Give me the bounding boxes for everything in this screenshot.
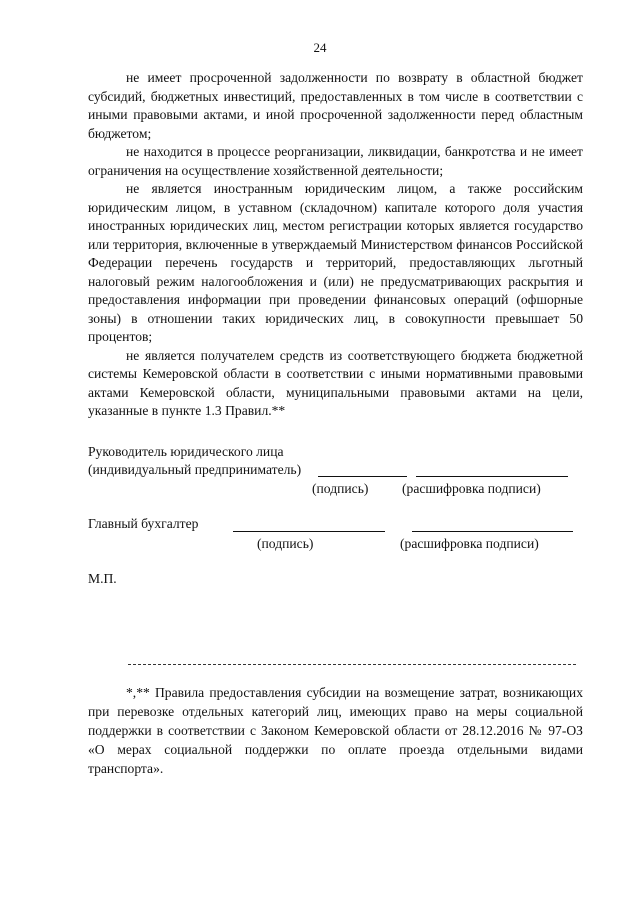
head-title-line1: Руководитель юридического лица: [88, 444, 284, 459]
accountant-caption-signature: (подпись): [257, 536, 314, 551]
accountant-caption-decoding: (расшифровка подписи): [400, 536, 539, 551]
paragraph-no-reorganization: не находится в процессе реорганизации, ликвидации, банкротства и не имеет ограничения на осуществление хозяйственной деятельности;: [88, 144, 583, 178]
accountant-label: Главный бухгалтер: [88, 516, 199, 531]
body-text: [88, 69, 583, 421]
head-caption-signature: (подпись): [312, 481, 369, 496]
paragraph-not-foreign-entity: не является иностранным юридическим лицом, а также российским юридическим лицом, в уставном (складочном) капитале которого доля участия иностранных юридических лиц, местом регистрации которых является государство или территория, включенные в утверждаемый Министерством финансов Российской Федерации перечень государств и территорий, предоставляющих льготный налоговый режим налогообложения и (или) не предусматривающих раскрытия и предоставления информации при проведении финансовых операций (офшорные зоны) в отношении таких юридических лиц, в совокупности превышает 50 процентов;: [88, 181, 583, 344]
head-signature-line: [318, 476, 407, 477]
paragraph-no-overdue-debt: не имеет просроченной задолженности по возврату в областной бюджет субсидий, бюджетных инвестиций, предоставленных в том числе в соответствии с иными правовыми актами, и иной просроченной задолженности перед областным бюджетом;: [88, 70, 583, 141]
footnote-separator: [128, 664, 576, 665]
accountant-decoding-line: [412, 531, 573, 532]
head-title-line2: (индивидуальный предприниматель): [88, 462, 302, 477]
stamp-label: М.П.: [88, 571, 117, 586]
page-number: 24: [313, 40, 327, 55]
accountant-signature-line: [233, 531, 385, 532]
paragraph-not-budget-recipient: не является получателем средств из соответствующего бюджета бюджетной системы Кемеровской области в соответствии с иными нормативными правовыми актами Кемеровской области, муниципальными правовыми актами на цели, указанные в пункте 1.3 Правил.**: [88, 347, 583, 418]
head-caption-decoding: (расшифровка подписи): [402, 481, 541, 496]
footnote-text: *,** Правила предоставления субсидии на возмещение затрат, возникающих при перевозке отдельных категорий лиц, имеющих право на меры социальной поддержки в соответствии с Законом Кемеровской области от 28.12.2016 № 97-ОЗ «О мерах социальной поддержки по оплате проезда отдельными видами транспорта».: [88, 685, 583, 776]
head-decoding-line: [416, 476, 568, 477]
